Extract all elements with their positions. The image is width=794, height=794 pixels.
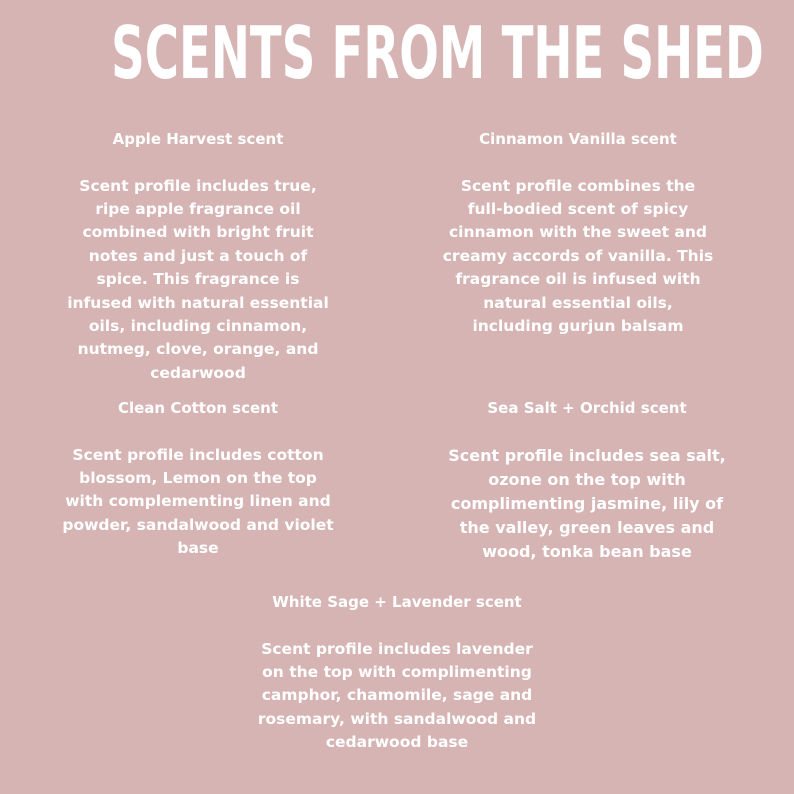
scent-clean-cotton: [62, 397, 334, 561]
scent-name: Sea Salt + Orchid scent: [487, 399, 687, 417]
scent-name: Cinnamon Vanilla scent: [479, 130, 677, 148]
scent-description: Scent profile includes sea salt, ozone on the top with complimenting jasmine, lily of the valley, green leaves and wood, tonka bean base: [448, 445, 726, 561]
page-title: SCENTS FROM THE SHED: [111, 11, 764, 95]
scent-description: Scent profile includes true, ripe apple fragrance oil combined with bright fruit notes and just a touch of spice. This fragrance is infused with natural essential oils, including cinnamon, nutmeg, clove, orange, and cedarwood: [67, 176, 329, 382]
scent-name: Clean Cotton scent: [117, 399, 279, 417]
scent-description: Scent profile includes lavender on the top with complimenting camphor, chamomile, sage and rosemary, with sandalwood and cedarwood base: [257, 639, 537, 752]
scent-description: Scent profile includes cotton blossom, Lemon on the top with complementing linen and powder, sandalwood and violet base: [62, 445, 334, 558]
scent-white-sage-lavender: [252, 591, 542, 755]
scent-name: Apple Harvest scent: [112, 130, 284, 148]
scent-apple-harvest: [62, 128, 334, 385]
scent-name: White Sage + Lavender scent: [272, 593, 522, 611]
scent-cinnamon-vanilla: [442, 128, 714, 338]
scent-sea-salt-orchid: [448, 397, 726, 564]
scent-description: Scent profile combines the full-bodied scent of spicy cinnamon with the sweet and creamy accords of vanilla. This fragrance oil is infused with natural essential oils, including gurjun balsam: [442, 176, 714, 335]
